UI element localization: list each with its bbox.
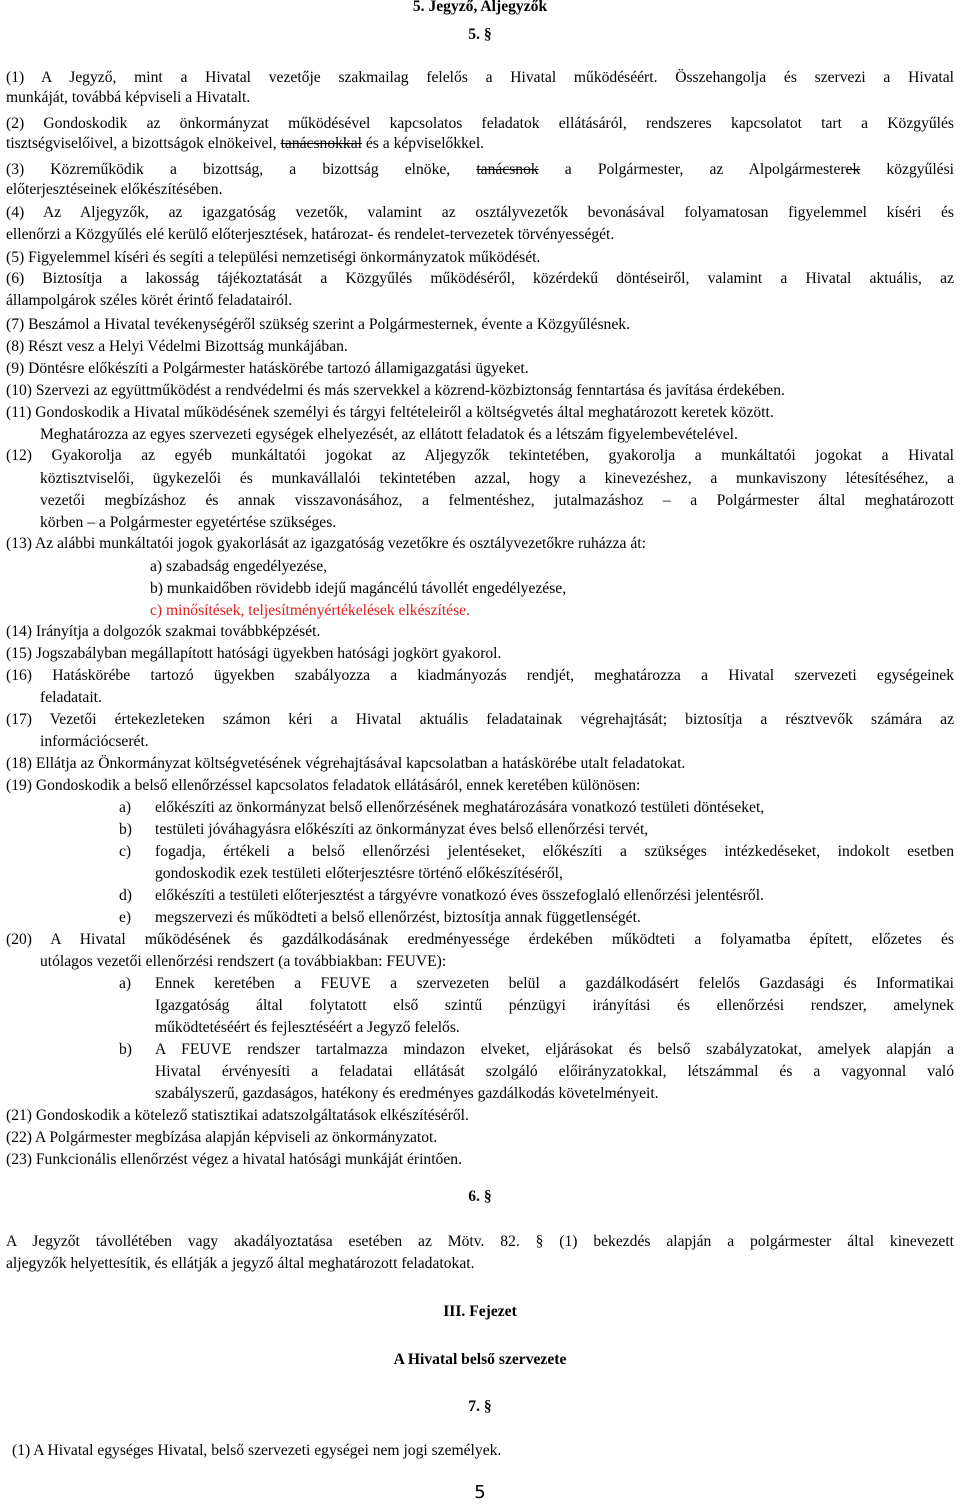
paragraph-14: (14) Irányítja a dolgozók szakmai továbbképzését. [6, 623, 321, 640]
paragraph-18: (18) Ellátja az Önkormányzat költségvetésének végrehajtásával kapcsolatban a hatáskörébe utalt feladatokat. [6, 755, 686, 772]
paragraph-20-line: (20) A Hivatal működésének és gazdálkodásának eredményessége érdekében működteti a folyamatba épített, előzetes és [6, 931, 954, 948]
paragraph-1-line: munkáját, továbbá képviseli a Hivatalt. [6, 89, 251, 106]
paragraph-15: (15) Jogszabályban megállapított hatósági ügyekben hatósági jogkört gyakorol. [6, 645, 502, 662]
page-number: 5 [474, 1482, 486, 1503]
paragraph-8: (8) Részt vesz a Helyi Védelmi Bizottság munkájában. [6, 338, 348, 355]
paragraph-3-line: előterjesztéseinek előkészítésében. [6, 181, 223, 198]
paragraph-12-line: vezetői megbízáshoz és annak visszavonásához, a felmentéshez, jutalmazáshoz – a Polgármester által meghatározott [40, 492, 954, 509]
list-marker: e) [119, 909, 132, 926]
list-item: fogadja, értékeli a belső ellenőrzési jelentéseket, előkészíti a szükséges intézkedéseket, indokolt esetben [155, 843, 954, 860]
paragraph-20-line: utólagos vezetői ellenőrzési rendszert (a továbbiakban: FEUVE): [40, 953, 447, 970]
paragraph-22: (22) A Polgármester megbízása alapján képviseli az önkormányzatot. [6, 1129, 438, 1146]
list-marker: a) [119, 975, 132, 992]
paragraph-12-line: (12) Gyakorolja az egyéb munkáltatói jogokat az Aljegyzők tekintetében, gyakorolja a munkáltatói jogokat a Hivatal [6, 447, 954, 464]
paragraph-13-line: (13) Az alábbi munkáltatói jogok gyakorlását az igazgatóság vezetőkre és osztályvezetőkre ruházza át: [6, 535, 646, 552]
paragraph-17-line: információcserét. [40, 733, 149, 750]
paragraph-4-line: ellenőrzi a Közgyűlés elé kerülő előterjesztések, határozat- és rendelet-tervezetek törvényességét. [6, 226, 615, 243]
paragraph-12-line: köztisztviselői, ügykezelői és munkavállalói tekintetében azzal, hogy a kinevezéshez, a munkaviszony létesítéséhez, a [40, 470, 954, 487]
chapter-title: A Hivatal belső szervezete [393, 1351, 567, 1368]
chapter-heading: III. Fejezet [443, 1303, 517, 1320]
paragraph-23: (23) Funkcionális ellenőrzést végez a hivatal hatósági munkáját érintően. [6, 1151, 462, 1168]
list-marker: b) [119, 821, 132, 838]
paragraph-5: (5) Figyelemmel kíséri és segíti a települési nemzetiségi önkormányzatok működését. [6, 249, 541, 266]
list-marker: c) [119, 843, 132, 860]
paragraph-2-line: tisztségviselőivel, a bizottságok elnökeivel, tanácsnokkal és a képviselőkkel. [6, 135, 485, 152]
paragraph-11-line: Meghatározza az egyes szervezeti egységek elhelyezését, az ellátott feladatok és a létszám figyelembevételével. [40, 426, 738, 443]
paragraph-12-line: körben – a Polgármester egyetértése szükséges. [40, 514, 337, 531]
paragraph-9: (9) Döntésre előkészíti a Polgármester hatáskörébe tartozó államigazgatási ügyeket. [6, 360, 529, 377]
paragraph-21: (21) Gondoskodik a kötelező statisztikai adatszolgáltatások elkészítéséről. [6, 1107, 469, 1124]
paragraph-3-line: (3) Közreműködik a bizottság, a bizottság elnöke, tanácsnok a Polgármester, az Alpolgármesterek közgyűlési [6, 161, 954, 178]
list-item-continuation: Igazgatóság által folytatott első szintű pénzügyi irányítási és ellenőrzési rendszer, amelynek [155, 997, 954, 1014]
list-item: Ennek keretében a FEUVE a szervezeten belül a gazdálkodásért felelős Gazdasági és Informatikai [155, 975, 954, 992]
section-6-line: aljegyzők helyettesítik, és ellátják a jegyző által meghatározott feladatokat. [6, 1255, 475, 1272]
list-item-continuation: működtetéséért és fejlesztéséért a Jegyző felelős. [155, 1019, 460, 1036]
section-heading-6: 6. § [468, 1188, 492, 1205]
paragraph-16-line: (16) Hatáskörébe tartozó ügyekben szabályozza a kiadmányozás rendjét, meghatározza a Hivatal szervezeti egységeinek [6, 667, 954, 684]
list-item-continuation: szabályszerű, gazdaságos, hatékony és eredményes gazdálkodás követelményeit. [155, 1085, 659, 1102]
section-heading-5: 5. § [468, 26, 492, 43]
list-item: b) munkaidőben rövidebb idejű magáncélú távollét engedélyezése, [150, 580, 567, 597]
chapter-title: 5. Jegyző, Aljegyzők [412, 0, 548, 15]
section-heading-7: 7. § [468, 1398, 492, 1415]
list-item: előkészíti a testületi előterjesztést a tárgyévre vonatkozó éves összefoglaló ellenőrzési jelentésről. [155, 887, 764, 904]
paragraph-1-line: (1) A Jegyző, mint a Hivatal vezetője szakmailag felelős a Hivatal működéséért. Összehangolja és szervezi a Hivatal [6, 69, 954, 86]
paragraph-17-line: (17) Vezetői értekezleteken számon kéri a Hivatal aktuális feladatainak végrehajtását; biztosítja a résztvevők számára az [6, 711, 954, 728]
paragraph-7: (7) Beszámol a Hivatal tevékenységéről szükség szerint a Polgármesternek, évente a Közgyűlésnek. [6, 316, 630, 333]
deleted-text: tanácsnokkal [280, 135, 362, 152]
paragraph-16-line: feladatait. [40, 689, 102, 706]
paragraph-11-line: (11) Gondoskodik a Hivatal működésének személyi és tárgyi feltételeiről a költségvetés által meghatározott keretek között. [6, 404, 774, 421]
paragraph-6-line: (6) Biztosítja a lakosság tájékoztatását a Közgyűlés működéséről, közérdekű döntéseiről, valamint a Hivatal aktuális, az [6, 270, 954, 287]
paragraph-19-line: (19) Gondoskodik a belső ellenőrzéssel kapcsolatos feladatok ellátásáról, ennek keretében különösen: [6, 777, 641, 794]
list-item: A FEUVE rendszer tartalmazza mindazon elveket, eljárásokat és belső szabályzatokat, amelyek alapján a [155, 1041, 954, 1058]
paragraph-10: (10) Szervezi az együttműködést a rendvédelmi és más szervekkel a közrend-közbiztonság fenntartása és javítása érdekében. [6, 382, 785, 399]
list-item: előkészíti az önkormányzat belső ellenőrzésének meghatározására vonatkozó testületi döntéseket, [155, 799, 765, 816]
paragraph-4-line: (4) Az Aljegyzők, az igazgatóság vezetők, valamint az osztályvezetők bevonásával folyamatosan figyelemmel kíséri és [6, 204, 954, 221]
list-marker: a) [119, 799, 132, 816]
list-item: megszervezi és működteti a belső ellenőrzést, biztosítja annak függetlenségét. [155, 909, 641, 926]
deleted-text: tanácsnok [476, 161, 539, 178]
list-marker: d) [119, 887, 132, 904]
list-item: a) szabadság engedélyezése, [150, 558, 328, 575]
paragraph-6-line: állampolgárok széles körét érintő feladatairól. [6, 292, 293, 309]
deleted-text: ek [845, 161, 861, 178]
list-item: testületi jóváhagyásra előkészíti az önkormányzat éves belső ellenőrzési tervét, [155, 821, 649, 838]
section-7-paragraph-1: (1) A Hivatal egységes Hivatal, belső szervezeti egységei nem jogi személyek. [12, 1442, 502, 1459]
list-item-continuation: Hivatal érvényesíti a feladatai ellátását szolgáló előirányzatokkal, létszámmal és a vagyonnal való [155, 1063, 954, 1080]
list-item-continuation: gondoskodik ezek testületi előterjesztésre történő előkészítéséről, [155, 865, 563, 882]
list-marker: b) [119, 1041, 132, 1058]
section-6-line: A Jegyzőt távollétében vagy akadályoztatása esetében az Mötv. 82. § (1) bekezdés alapján a polgármester által kinevezett [6, 1233, 954, 1250]
paragraph-2-line: (2) Gondoskodik az önkormányzat működésével kapcsolatos feladatok ellátásáról, rendszeres kapcsolatot tart a Közgyűlés [6, 115, 954, 132]
list-item-red: c) minősítések, teljesítményértékelések elkészítése. [150, 602, 470, 619]
